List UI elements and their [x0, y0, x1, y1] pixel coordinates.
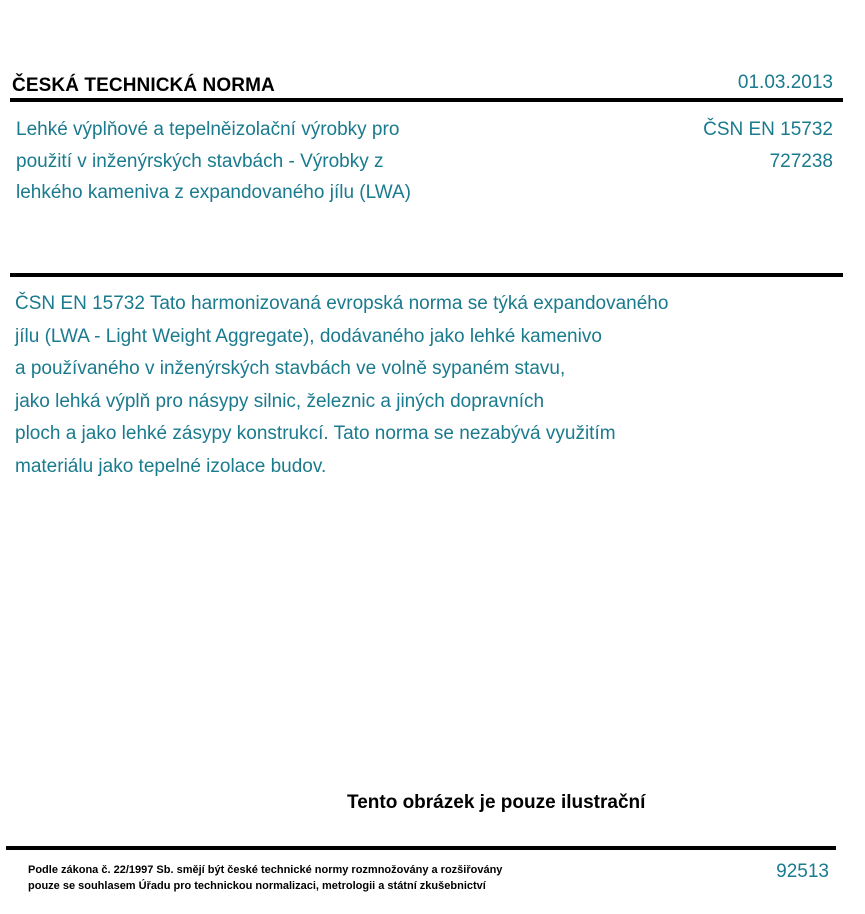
- publication-date: 01.03.2013: [737, 72, 833, 93]
- legal-notice-line: pouze se souhlasem Úřadu pro technickou normalizaci, metrologii a státní zkušebnictví: [28, 880, 486, 892]
- illustration-note: Tento obrázek je pouze ilustrační: [347, 792, 646, 813]
- abstract-line: materiálu jako tepelné izolace budov.: [15, 455, 327, 477]
- footer-divider: [6, 846, 836, 850]
- document-number: 92513: [776, 861, 829, 882]
- abstract-line: jílu (LWA - Light Weight Aggregate), dodávaného jako lehké kamenivo: [15, 325, 602, 347]
- standard-title: [16, 114, 496, 209]
- legal-notice-line: Podle zákona č. 22/1997 Sb. smějí být české technické normy rozmnožovány a rozšiřovány: [28, 864, 503, 876]
- document-type-heading: ČESKÁ TECHNICKÁ NORMA: [12, 75, 275, 96]
- standard-code: ČSN EN 15732: [703, 119, 833, 140]
- standard-title-line: Lehké výplňové a tepelněizolační výrobky pro: [16, 119, 400, 140]
- classification-number: 727238: [769, 150, 833, 172]
- abstract-line: a používaného v inženýrských stavbách ve volně sypaném stavu,: [15, 358, 566, 379]
- header-divider: [10, 98, 843, 102]
- section-divider: [10, 273, 843, 277]
- standard-identifiers: [703, 114, 833, 177]
- abstract-line: ČSN EN 15732 Tato harmonizovaná evropská norma se týká expandovaného: [15, 293, 669, 314]
- abstract-line: ploch a jako lehké zásypy konstrukcí. Tato norma se nezabývá využitím: [15, 423, 616, 444]
- standard-title-line: použití v inženýrských stavbách - Výrobky z: [16, 150, 384, 172]
- legal-notice: [28, 862, 502, 894]
- standard-title-line: lehkého kameniva z expandovaného jílu (LWA): [16, 182, 412, 203]
- abstract-line: jako lehká výplň pro násypy silnic, železnic a jiných dopravních: [15, 390, 545, 412]
- abstract-text: [15, 288, 805, 483]
